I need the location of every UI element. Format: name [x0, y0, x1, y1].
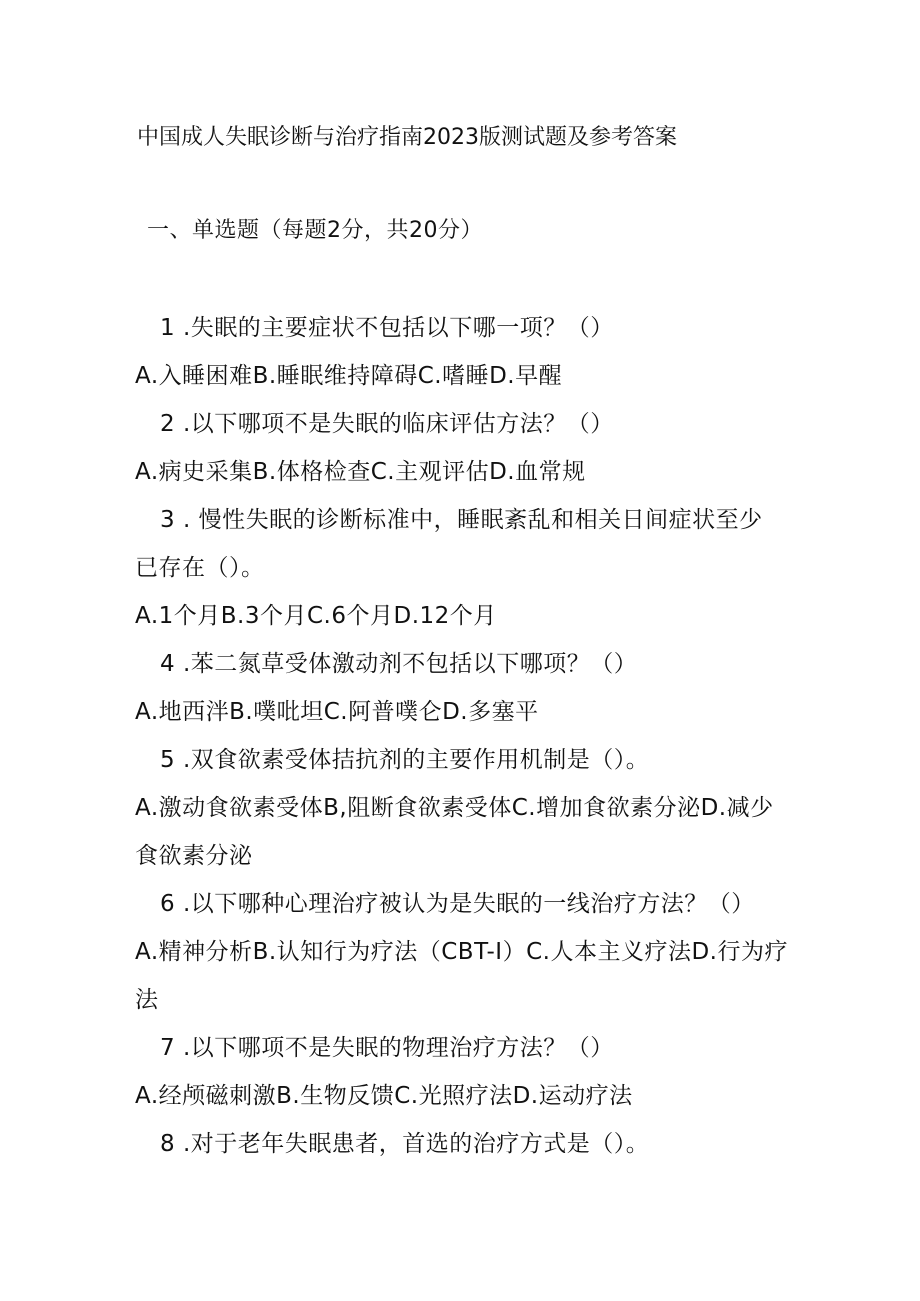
- question-5-options-continued: 食欲素分泌: [135, 843, 253, 869]
- question-3-options: A.1个月B.3个月C.6个月D.12个月: [135, 603, 497, 629]
- question-3-stem: 3 . 慢性失眠的诊断标准中，睡眠紊乱和相关日间症状至少: [160, 507, 763, 533]
- document-title: 中国成人失眠诊断与治疗指南2023版测试题及参考答案: [137, 125, 677, 150]
- question-2-options: A.病史采集B.体格检查C.主观评估D.血常规: [135, 459, 586, 485]
- question-5-stem: 5 .双食欲素受体拮抗剂的主要作用机制是（）。: [160, 747, 650, 773]
- section-heading: 一、单选题（每题2分，共20分）: [147, 218, 483, 243]
- question-2-stem: 2 .以下哪项不是失眠的临床评估方法？（）: [160, 411, 614, 437]
- question-7-stem: 7 .以下哪项不是失眠的物理治疗方法？（）: [160, 1035, 614, 1061]
- question-4-options: A.地西泮B.噗吡坦C.阿普噗仑D.多塞平: [135, 699, 539, 725]
- question-3-stem-continued: 已存在（）。: [135, 555, 265, 581]
- question-1-options: A.入睡困难B.睡眠维持障碍C.嗜睡D.早醒: [135, 363, 563, 389]
- question-1-stem: 1 .失眠的主要症状不包括以下哪一项？（）: [160, 315, 614, 341]
- question-6-options: A.精神分析B.认知行为疗法（CBT-I）C.人本主义疗法D.行为疗: [135, 939, 788, 965]
- question-7-options: A.经颅磁刺激B.生物反馈C.光照疗法D.运动疗法: [135, 1083, 633, 1109]
- question-8-stem: 8 .对于老年失眠患者，首选的治疗方式是（）。: [160, 1131, 650, 1157]
- question-5-options: A.激动食欲素受体B,阻断食欲素受体C.增加食欲素分泌D.减少: [135, 795, 774, 821]
- question-6-options-continued: 法: [135, 987, 159, 1013]
- question-6-stem: 6 .以下哪种心理治疗被认为是失眠的一线治疗方法？（）: [160, 891, 755, 917]
- question-4-stem: 4 .苯二氮草受体激动剂不包括以下哪项？（）: [160, 651, 638, 677]
